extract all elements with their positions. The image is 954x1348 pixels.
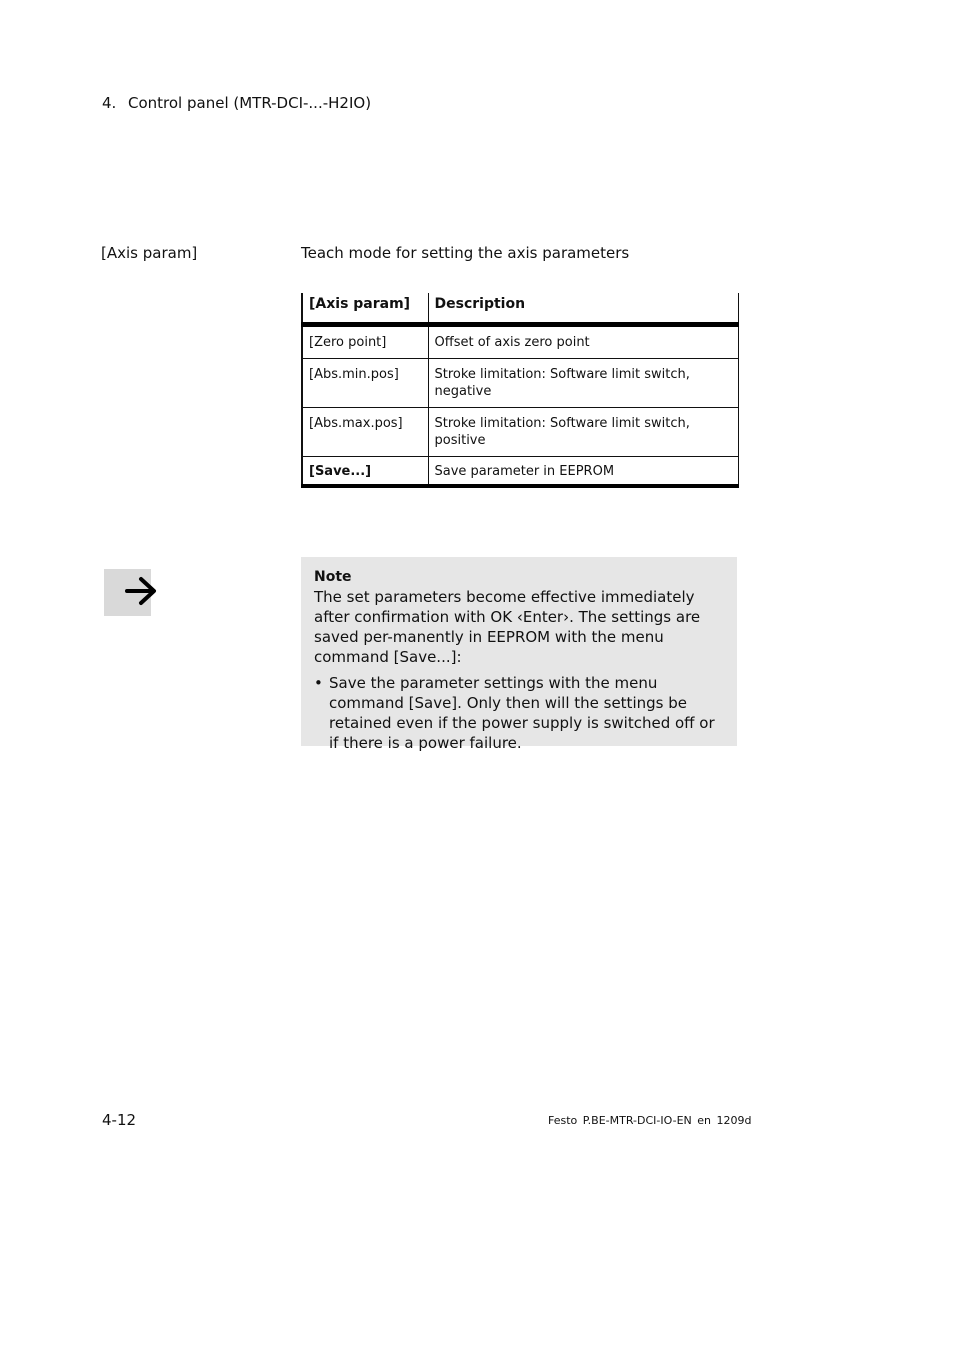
param-cell: [Abs.max.pos]	[302, 408, 428, 457]
param-cell: [Zero point]	[302, 325, 428, 359]
section-intro: Teach mode for setting the axis parameters	[301, 244, 630, 262]
axis-param-table	[301, 293, 739, 488]
chapter-title: Control panel (MTR-DCI-...-H2IO)	[128, 94, 372, 112]
chapter-number: 4.	[102, 94, 117, 112]
arrow-right-icon	[124, 574, 158, 608]
chapter-header	[102, 94, 371, 112]
table-header-row	[302, 293, 738, 325]
table-row	[302, 359, 738, 408]
table-row	[302, 457, 738, 487]
page-number: 4-12	[102, 1111, 137, 1129]
column-header-param: [Axis param]	[302, 293, 428, 325]
note-title: Note	[314, 569, 352, 585]
table-row	[302, 325, 738, 359]
param-cell: [Abs.min.pos]	[302, 359, 428, 408]
table-row	[302, 408, 738, 457]
description-cell: Offset of axis zero point	[428, 325, 738, 359]
bullet-symbol: •	[314, 674, 323, 692]
param-cell: [Save...]	[302, 457, 428, 487]
note-body: The set parameters become effective immediately after confirmation with OK ‹Enter›. The settings are saved per-manently in EEPROM with the menu command [Save...]:	[314, 588, 701, 666]
note-box	[301, 557, 737, 752]
document-reference: Festo P.BE-MTR-DCI-IO-EN en 1209d	[548, 1114, 752, 1127]
note-icon-box	[104, 569, 151, 616]
column-header-description: Description	[428, 293, 738, 325]
description-cell: Stroke limitation: Software limit switch, positive	[428, 408, 738, 457]
description-cell: Stroke limitation: Software limit switch, negative	[428, 359, 738, 408]
section-side-label: [Axis param]	[101, 244, 198, 262]
note-bullet-text: Save the parameter settings with the menu command [Save]. Only then will the settings be retained even if the power supply is switched off or if there is a power failure.	[329, 674, 715, 752]
note-bullet-item	[314, 673, 725, 753]
description-cell: Save parameter in EEPROM	[428, 457, 738, 487]
